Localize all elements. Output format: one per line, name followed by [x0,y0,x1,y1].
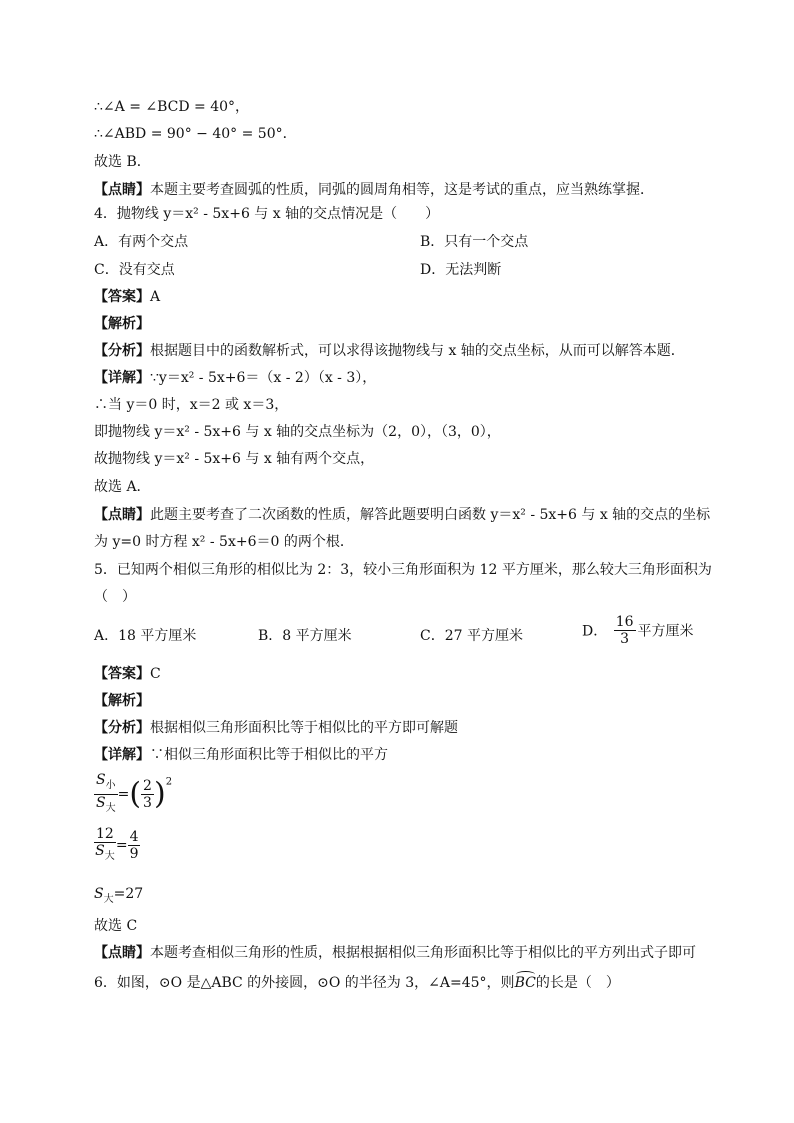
q5-eq1-exponent: 2 [165,776,173,788]
q4-step-2: ∴当 y＝0 时，x＝2 或 x＝3， [94,397,289,413]
q4-dianjing-1 [94,505,710,525]
q3-line-2: ∴∠ABD = 90° − 40° = 50°． [94,126,297,142]
q5-eq3-s: S [94,886,104,902]
q4-answer [94,287,160,307]
q5-option-d-numerator: 16 [615,614,634,630]
q4-stem: 4．抛物线 y＝x² - 5x+6 与 x 轴的交点情况是（ ） [94,206,440,222]
q3-comment [94,180,654,200]
q4-step-4: 故抛物线 y＝x² - 5x+6 与 x 轴有两个交点， [94,451,375,467]
q4-option-b: B．只有一个交点 [420,234,529,250]
q5-choice: 故选 C [94,918,138,934]
q4-step-3: 即抛物线 y＝x² - 5x+6 与 x 轴的交点坐标为（2，0），（3，0）， [94,424,501,440]
q3-choice: 故选 B． [94,154,151,170]
q5-eq1-den: 3 [143,795,152,811]
q6-stem [94,973,620,993]
q4-fenxi [94,341,685,361]
q4-analysis-tag: 【解析】 [94,316,150,332]
q5-option-a: A．18 平方厘米 [94,628,197,644]
q5-fenxi [94,718,458,738]
q5-xiangjie [94,745,388,765]
q4-xiangjie-text: ∵y＝x² - 5x+6＝（x - 2）（x - 3）， [150,370,377,386]
q5-xiangjie-text: ∵相似三角形面积比等于相似比的平方 [150,747,388,763]
q5-option-d-unit: 平方厘米 [637,623,694,640]
q4-choice: 故选 A． [94,479,151,495]
q6-stem-a: 6．如图，⊙O 是△ABC 的外接圆，⊙O 的半径为 3，∠A=45°，则 [94,975,515,991]
q5-stem-1: 5．已知两个相似三角形的相似比为 2：3，较小三角形面积为 12 平方厘米，那么较大三角形面积为 [94,562,712,578]
q3-line-1: ∴∠A = ∠BCD = 40°， [94,99,250,115]
q4-xiangjie-tag: 【详解】 [94,370,150,386]
q5-eq2-lhs [94,826,116,865]
q5-fenxi-tag: 【分析】 [94,720,150,736]
q5-analysis-tag: 【解析】 [94,693,150,709]
q5-fenxi-text: 根据相似三角形面积比等于相似比的平方即可解题 [150,720,458,736]
q5-dianjing-tag: 【点睛】 [94,945,150,961]
q5-dianjing-text: 本题考查相似三角形的性质，根据根据相似三角形面积比等于相似比的平方列出式子即可 [150,945,696,961]
q5-eq2-sub-big: 大 [104,851,115,862]
q5-eq2-num: 12 [96,826,114,842]
q5-eq1-s-bottom: S [96,795,106,811]
q6-stem-b: 的长是（ ） [535,975,620,991]
q5-eq2-rhs-num: 4 [129,829,139,845]
q5-option-d-denominator: 3 [620,631,630,647]
q5-eq1-sub-big: 大 [105,803,116,814]
q5-eq2-rhs [128,829,141,862]
q5-eq1-sub-small: 小 [105,780,116,791]
q4-dianjing-tag: 【点睛】 [94,507,150,523]
q5-eq2-rhs-den: 9 [129,846,139,862]
q3-comment-text: 本题主要考查圆弧的性质，同弧的圆周角相等，这是考试的重点，应当熟练掌握． [150,182,654,198]
q5-option-d [582,614,694,647]
q5-stem-2: （ ） [94,589,136,605]
q4-dianjing-text-1: 此题主要考查了二次函数的性质，解答此题要明白函数 y＝x² - 5x+6 与 x 轴的交点的坐标 [150,507,711,523]
q5-equation-2: $\frac{12}{S_大}$ = $\frac{4}{9}$ [94,826,140,865]
q5-equation-1: $\frac{S_小}{S_大}$ =( $\frac{2}{3}$ )$^2$ [94,772,172,817]
q4-option-c: C．没有交点 [94,262,175,278]
q4-fenxi-tag: 【分析】 [94,343,150,359]
q5-answer [94,664,161,684]
q5-eq1-ratio [141,778,154,811]
q6-arc-bc: BC [514,975,536,991]
q5-option-c: C．27 平方厘米 [420,628,523,644]
q5-eq3-sub-big: 大 [103,894,114,905]
q5-option-d-fraction [614,614,636,647]
q5-answer-tag: 【答案】 [94,666,150,682]
q5-xiangjie-tag: 【详解】 [94,747,150,763]
q5-eq2-s: S [95,843,105,859]
q4-option-a: A．有两个交点 [94,234,189,250]
q4-option-d: D．无法判断 [420,262,502,278]
q5-eq1-lhs [94,772,118,817]
q5-option-b: B．8 平方厘米 [258,628,352,644]
q5-eq3-value: =27 [113,886,144,902]
q5-dianjing [94,943,696,963]
q5-eq1-s-top: S [96,772,106,788]
q4-answer-value: A [150,289,161,305]
q4-fenxi-text: 根据题目中的函数解析式，可以求得该抛物线与 x 轴的交点坐标，从而可以解答本题． [150,343,685,359]
q5-equation-3 [94,884,143,910]
q4-dianjing-2: 为 y=0 时方程 x² - 5x+6＝0 的两个根． [94,534,354,550]
q5-option-d-label: D． [582,623,608,640]
q4-xiangjie [94,368,376,388]
q5-answer-value: C [150,666,161,682]
q5-eq1-num: 2 [143,778,152,794]
q3-comment-tag: 【点睛】 [94,182,150,198]
q4-answer-tag: 【答案】 [94,289,150,305]
